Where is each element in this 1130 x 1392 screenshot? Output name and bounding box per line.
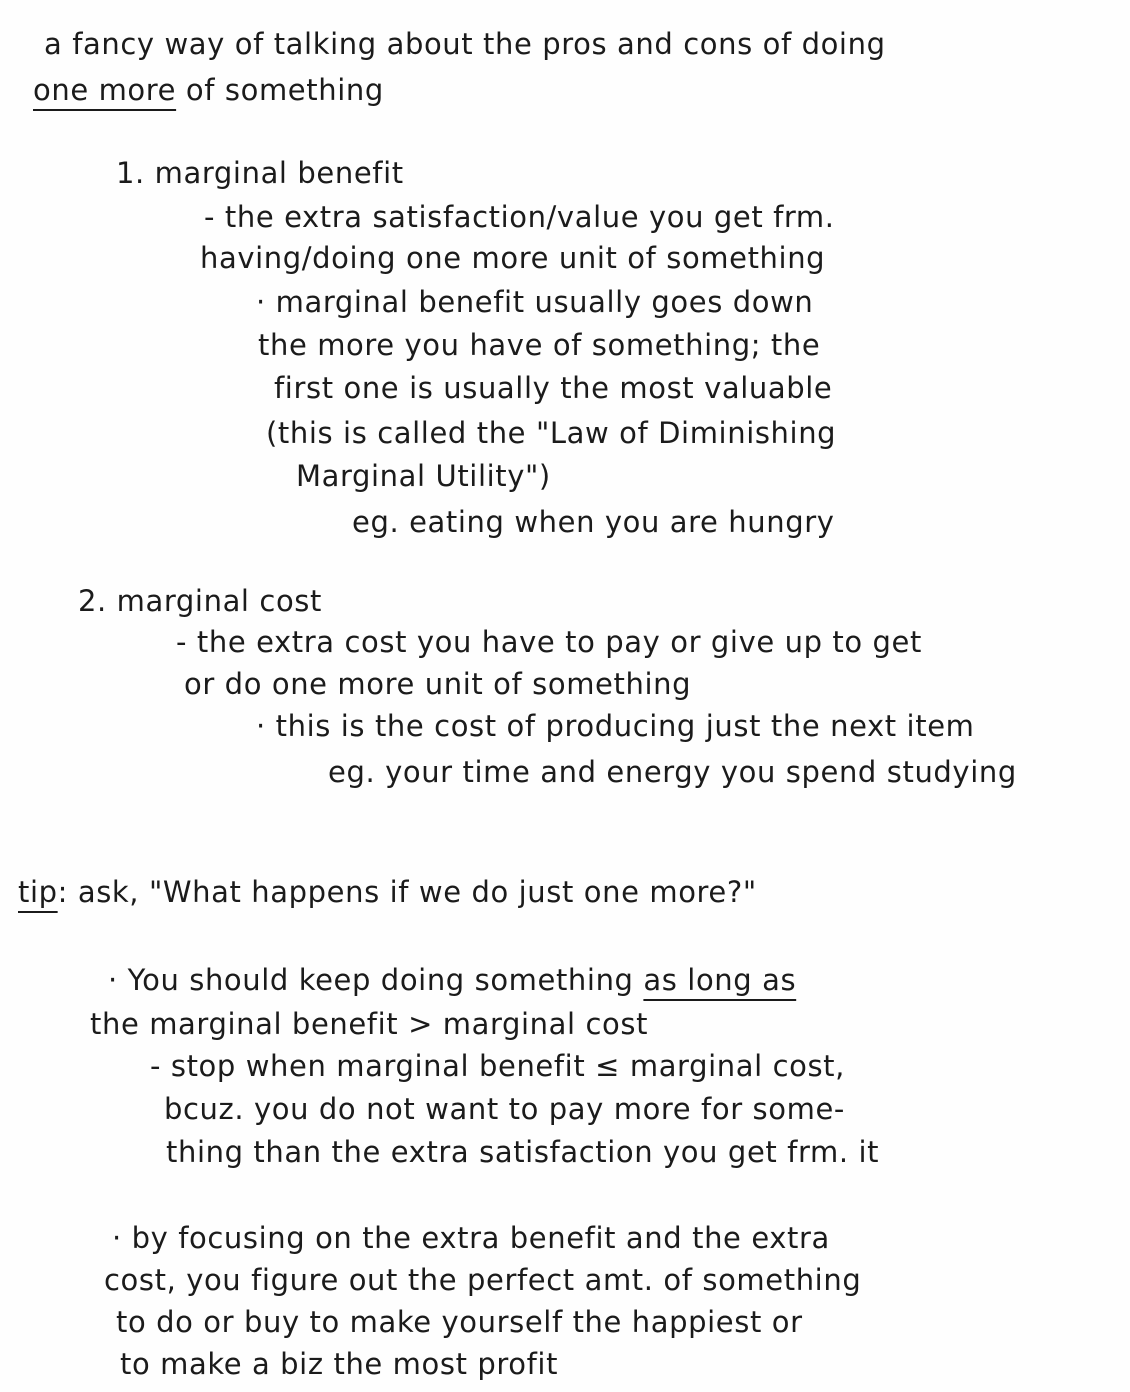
conclusion-line-4: to make a biz the most profit — [120, 1347, 559, 1381]
benefit-definition-2: having/doing one more unit of something — [200, 241, 826, 275]
benefit-example: eg. eating when you are hungry — [352, 505, 835, 539]
intro-text-rest: of something — [176, 73, 384, 107]
conclusion-line-3: to do or buy to make yourself the happiest or — [116, 1305, 803, 1339]
tip-text: : ask, "What happens if we do just one more?" — [57, 875, 757, 909]
intro-underlined-phrase: one more — [33, 73, 177, 107]
cost-definition-1: - the extra cost you have to pay or give up to get — [176, 625, 922, 659]
benefit-bullet-2: the more you have of something; the — [258, 328, 821, 362]
benefit-heading: 1. marginal benefit — [116, 156, 404, 190]
conclusion-line-2: cost, you figure out the perfect amt. of something — [104, 1263, 862, 1297]
rule-text-start: · You should keep doing something — [108, 963, 644, 997]
cost-example: eg. your time and energy you spend studying — [328, 755, 1017, 789]
rule-line-2: the marginal benefit > marginal cost — [90, 1007, 649, 1041]
intro-line-1 — [44, 26, 886, 62]
tip-label: tip — [18, 875, 58, 909]
rule-line-3: - stop when marginal benefit ≤ marginal cost, — [150, 1049, 845, 1083]
intro-text: a fancy way of talking about the pros and cons of doing — [44, 27, 886, 61]
benefit-definition-1: - the extra satisfaction/value you get frm. — [204, 200, 835, 234]
cost-bullet-1: · this is the cost of producing just the next item — [256, 709, 975, 743]
rule-line-5: thing than the extra satisfaction you get frm. it — [166, 1135, 880, 1169]
rule-line-1 — [108, 962, 796, 998]
cost-definition-2: or do one more unit of something — [184, 667, 692, 701]
rule-line-4: bcuz. you do not want to pay more for some- — [164, 1092, 845, 1126]
benefit-bullet-4: (this is called the "Law of Diminishing — [266, 416, 837, 450]
rule-underlined-phrase: as long as — [643, 963, 797, 997]
benefit-bullet-3: first one is usually the most valuable — [274, 371, 833, 405]
benefit-bullet-1: · marginal benefit usually goes down — [256, 285, 814, 319]
conclusion-line-1: · by focusing on the extra benefit and the extra — [112, 1221, 830, 1255]
cost-heading: 2. marginal cost — [78, 584, 322, 618]
benefit-bullet-5: Marginal Utility") — [296, 459, 551, 493]
intro-line-2 — [33, 72, 384, 108]
tip-line — [18, 874, 757, 910]
